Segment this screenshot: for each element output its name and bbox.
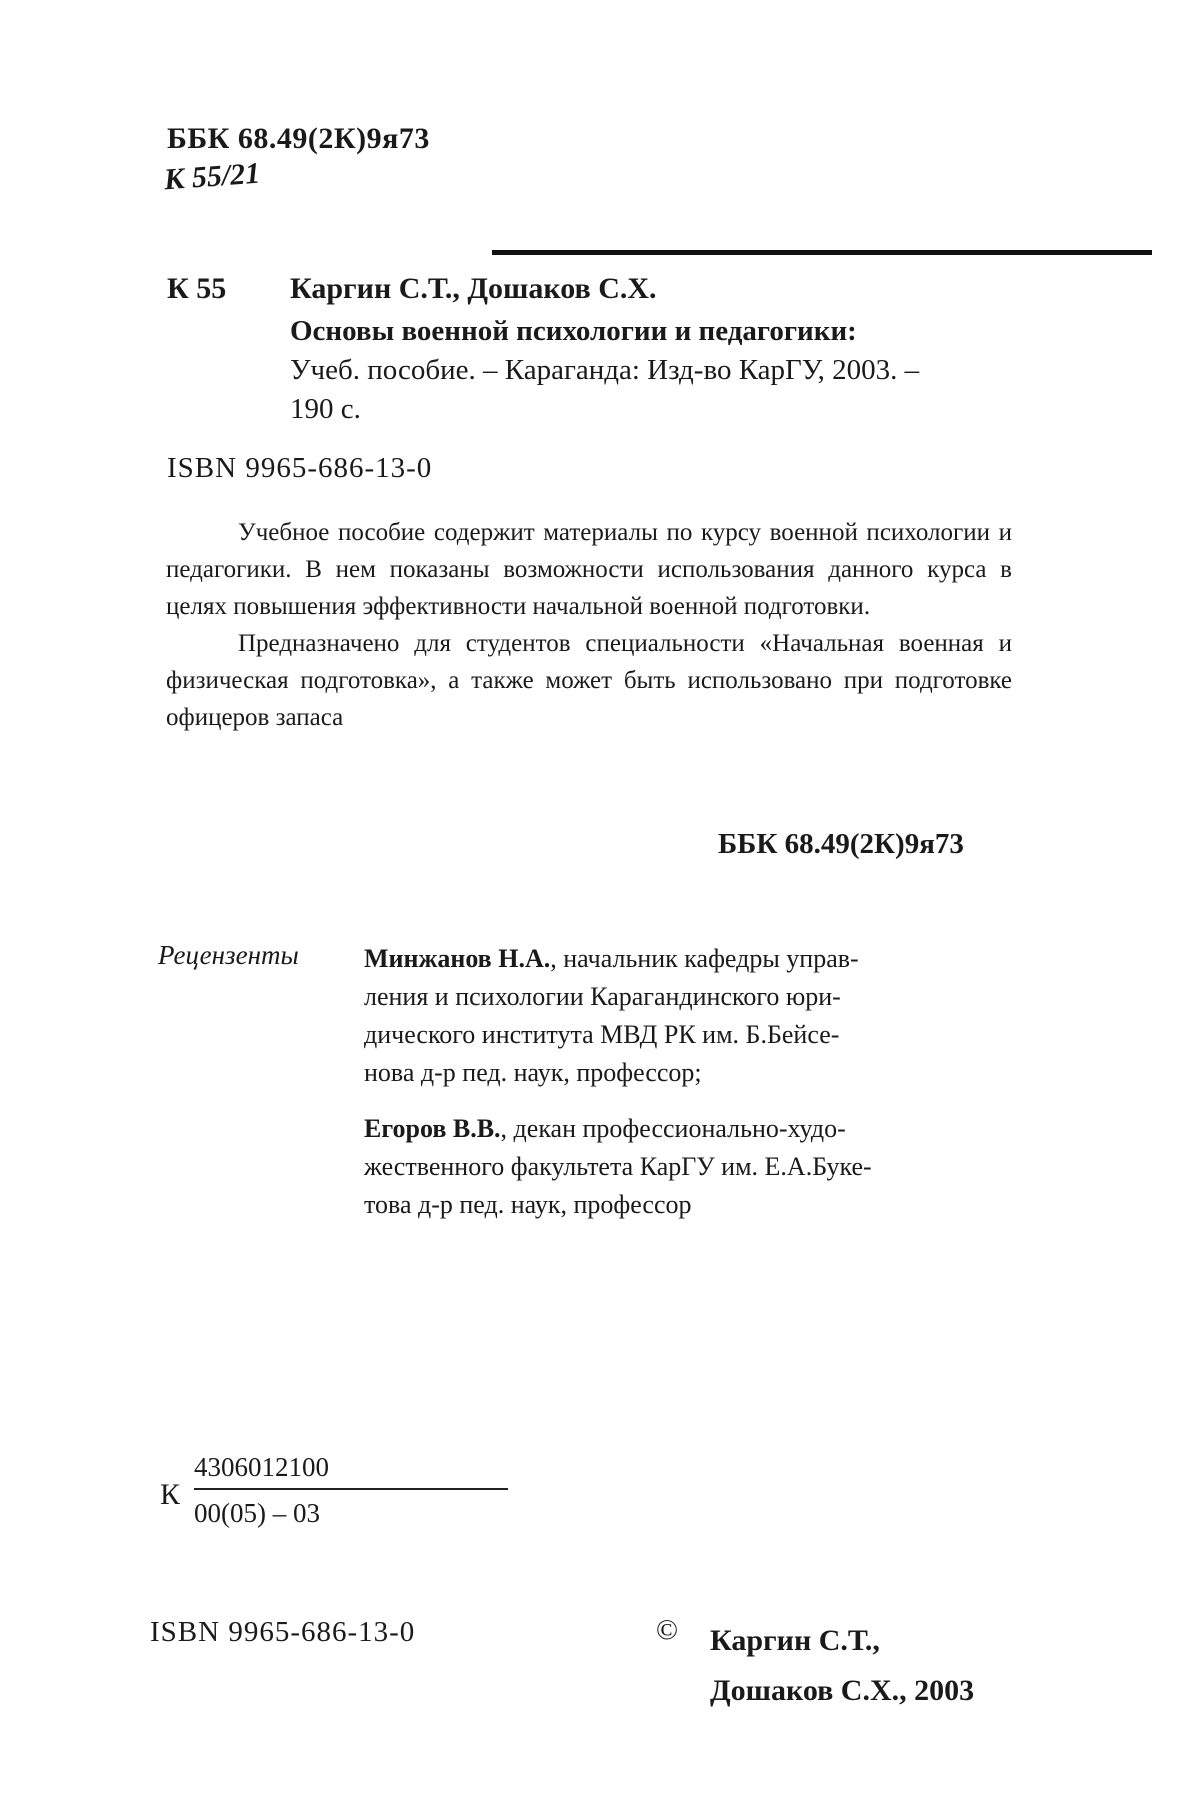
- authors: Каргин С.Т., Дошаков С.Х.: [290, 272, 657, 305]
- fraction-bar: [194, 1488, 508, 1490]
- annotation-paragraph: Учебное пособие содержит материалы по курсу военной психологии и педагогики. В нем показаны возможности использования данного курса в целях повышения эффективности начальной военной подготовки.: [166, 519, 1012, 620]
- reviewer-entry: [364, 1110, 1016, 1224]
- bbk-code-right: ББК 68.49(2К)9я73: [718, 828, 964, 860]
- reviewer-details: това д-р пед. наук, профессор: [364, 1190, 692, 1219]
- copyright-owner: Каргин С.Т.,: [710, 1624, 880, 1657]
- reviewer-name: Егоров В.В.: [364, 1114, 501, 1143]
- copyright-owner: Дошаков С.Х., 2003: [710, 1674, 975, 1707]
- page-count-line: 190 с.: [290, 393, 361, 425]
- reviewer-details: нова д-р пед. наук, профессор;: [364, 1058, 702, 1087]
- copyright-icon: ©: [656, 1614, 679, 1646]
- reviewer-details: ления и психологии Карагандинского юри-: [364, 982, 841, 1011]
- bbk-code-top: ББК 68.49(2К)9я73: [167, 122, 430, 155]
- annotation: [166, 514, 1012, 736]
- book-title: Основы военной психологии и педагогики:: [290, 315, 857, 347]
- reviewers-label: Рецензенты: [158, 940, 299, 970]
- reviewer-details: дического института МВД РК им. Б.Бейсе-: [364, 1020, 840, 1049]
- fraction-numerator: 4306012100: [194, 1452, 329, 1482]
- reviewer-entry: [364, 940, 1016, 1092]
- reviewer-details: , начальник кафедры управ-: [550, 944, 859, 973]
- annotation-paragraph: Предназначено для студентов специальности «Начальная военная и физическая подготовка», а также может быть использовано при подготовке офицеров запаса: [166, 630, 1012, 731]
- handwritten-author-mark: К 55/21: [162, 156, 262, 197]
- horizontal-rule: [492, 250, 1152, 255]
- author-mark-index: К 55: [167, 272, 227, 305]
- reviewer-details: жественного факультета КарГУ им. Е.А.Буке-: [364, 1152, 872, 1181]
- reviewer-name: Минжанов Н.А.: [364, 944, 551, 973]
- isbn-top: ISBN 9965-686-13-0: [167, 452, 433, 484]
- publication-line: Учеб. пособие. – Караганда: Изд-во КарГУ, 2003. –: [290, 354, 920, 386]
- isbn-bottom: ISBN 9965-686-13-0: [150, 1616, 416, 1648]
- reviewer-details: , декан профессионально-худо-: [500, 1114, 846, 1143]
- fraction-letter: К: [160, 1478, 181, 1511]
- bibliographic-description: [290, 312, 1020, 429]
- fraction-denominator: 00(05) – 03: [194, 1498, 320, 1528]
- copyright-owners: [710, 1616, 974, 1716]
